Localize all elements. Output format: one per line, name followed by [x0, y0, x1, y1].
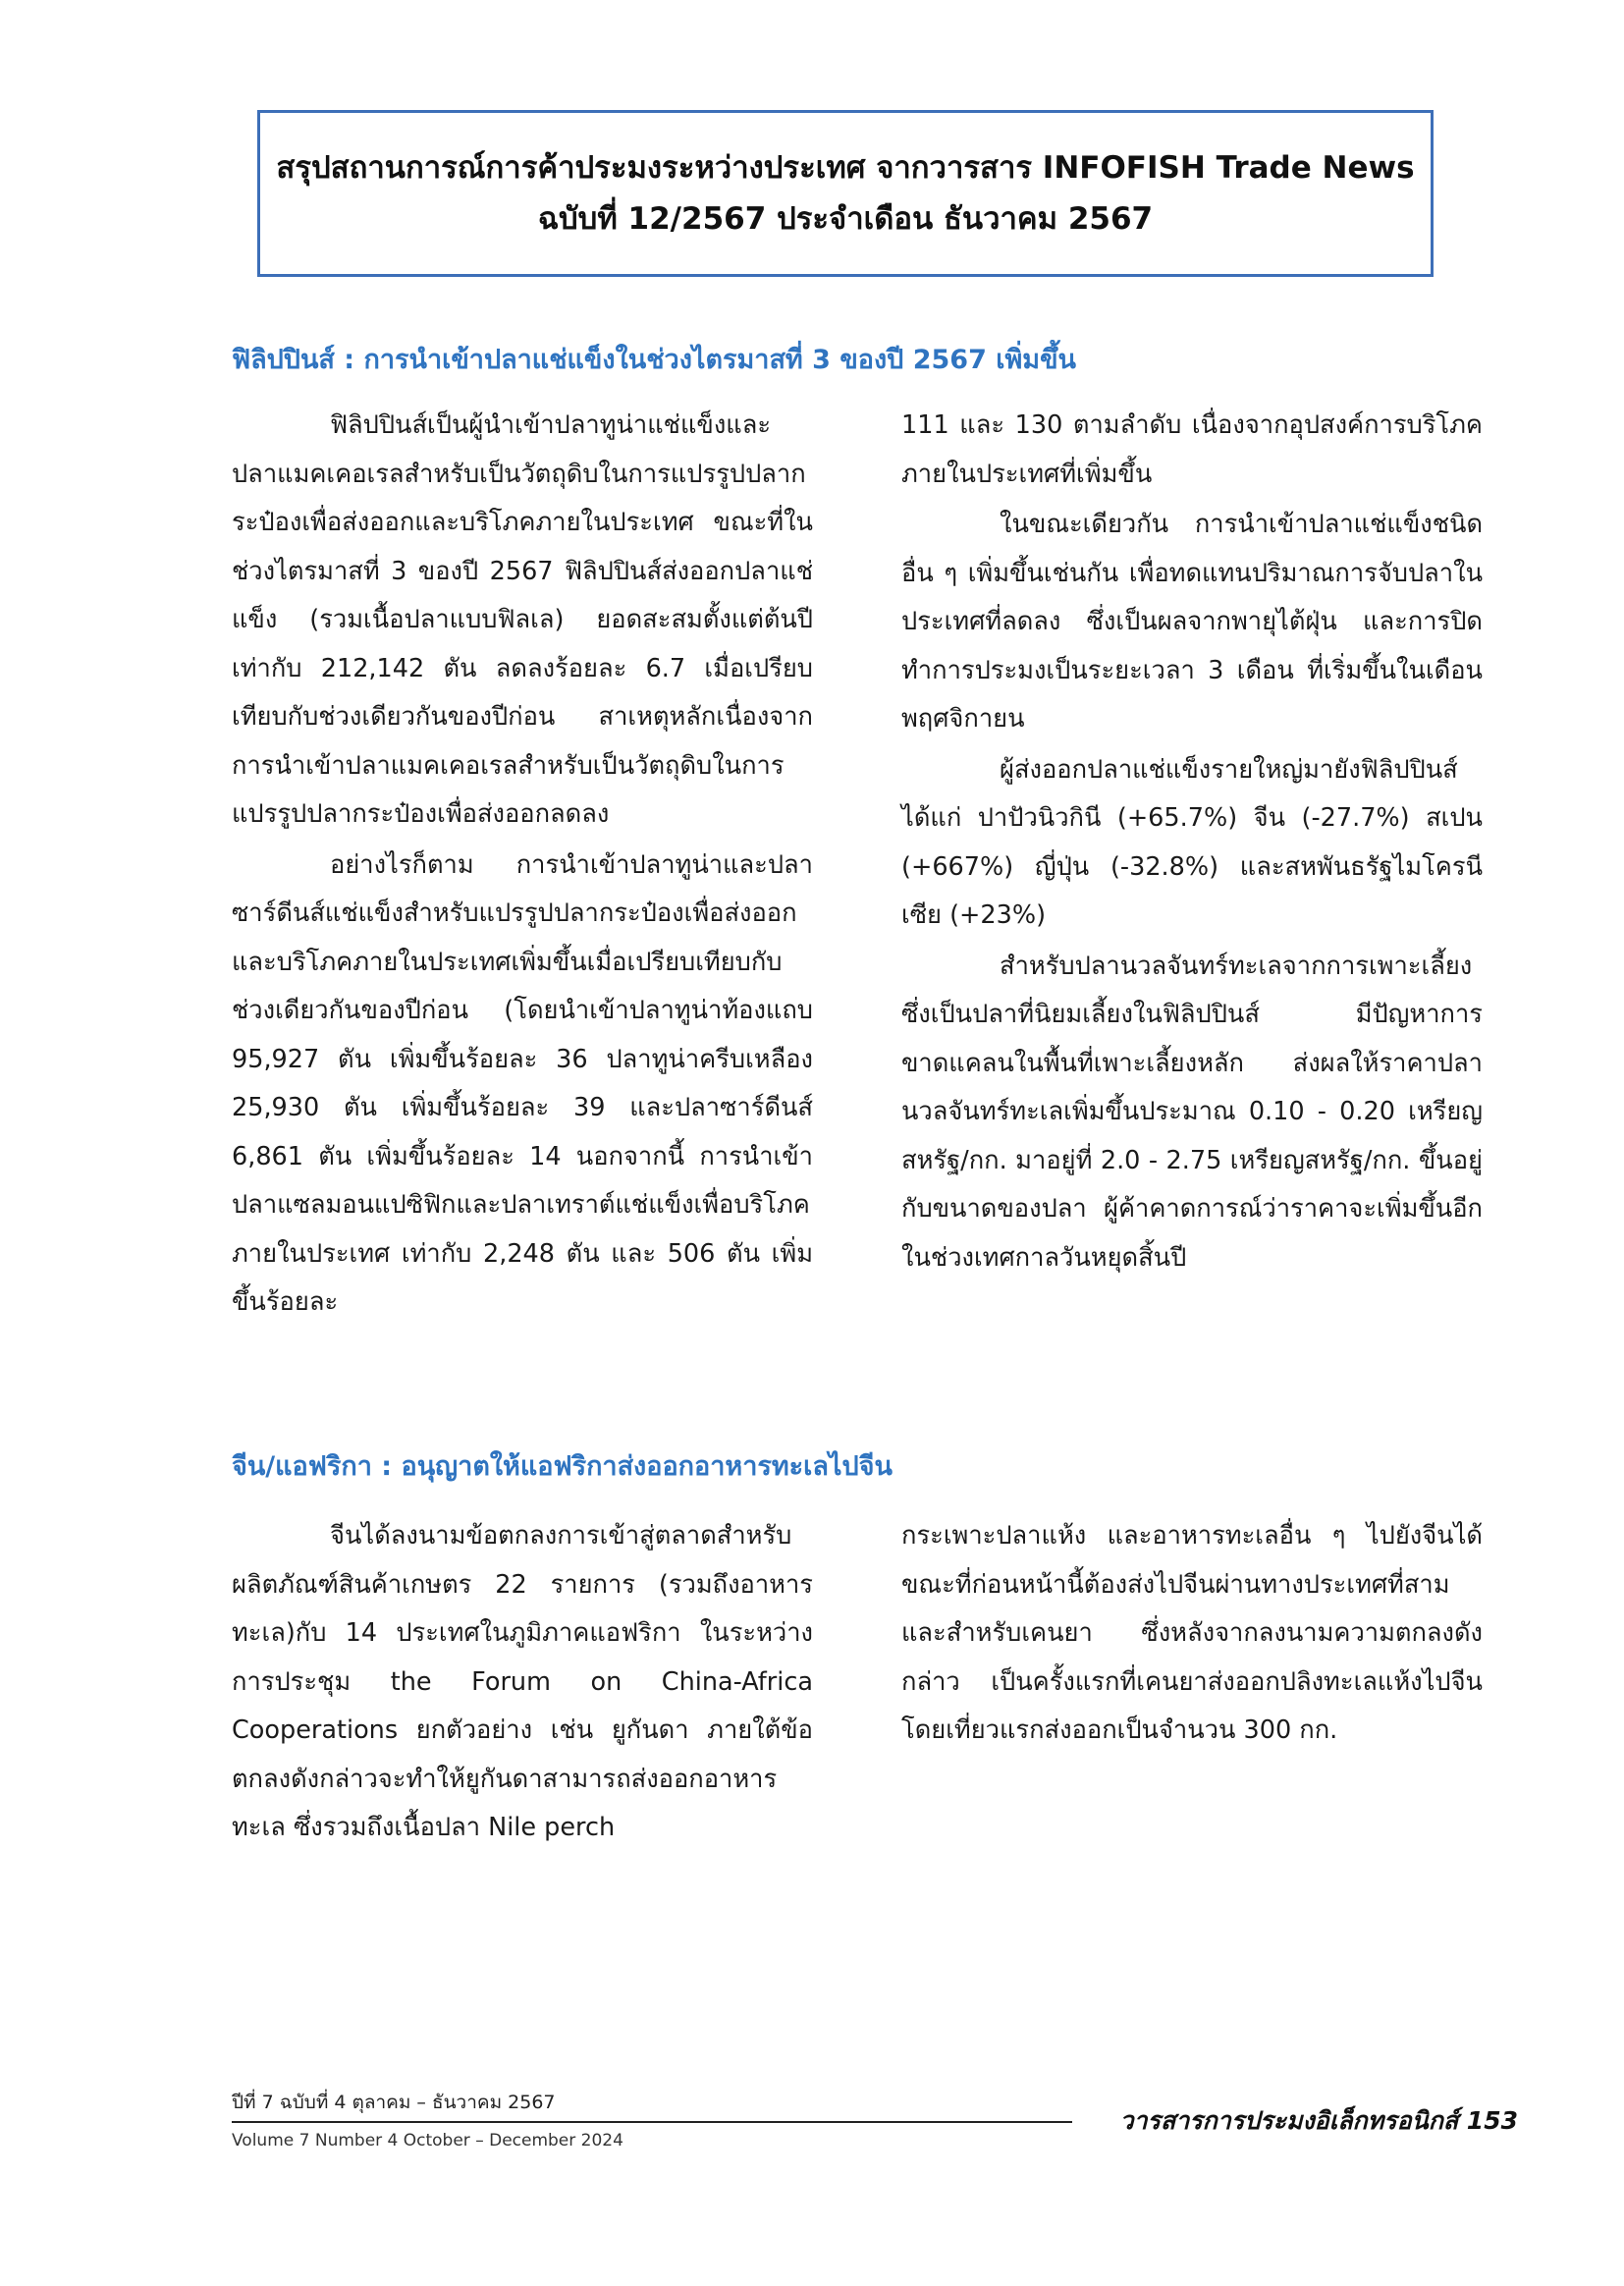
title-line-1: สรุปสถานการณ์การค้าประมงระหว่างประเทศ จากวารสาร INFOFISH Trade News — [276, 150, 1415, 186]
paragraph: สำหรับปลานวลจันทร์ทะเลจากการเพาะเลี้ยง ซึ่งเป็นปลาที่นิยมเลี้ยงในฟิลิปปินส์ มีปัญหาการขาดแคลนในพื้นที่เพาะเลี้ยงหลัก ส่งผลให้ราคาปลานวลจันทร์ทะเลเพิ่มขึ้นประมาณ 0.10 - 0.20 เหรียญสหรัฐ/กก. มาอยู่ที่ 2.0 - 2.75 เหรียญสหรัฐ/กก. ขึ้นอยู่กับขนาดของปลา ผู้ค้าคาดการณ์ว่าราคาจะเพิ่มขึ้นอีกในช่วงเทศกาลวันหยุดสิ้นปี — [901, 951, 1483, 1273]
section2-right-column — [901, 1512, 1483, 1758]
title-line-2: ฉบับที่ 12/2567 ประจำเดือน ธันวาคม 2567 — [537, 201, 1154, 237]
section2-left-column — [232, 1512, 813, 1855]
footer-issue-english: Volume 7 Number 4 October – December 2024 — [232, 2131, 623, 2150]
title-box — [257, 110, 1434, 277]
paragraph: ฟิลิปปินส์เป็นผู้นำเข้าปลาทูน่าแช่แข็งและปลาแมคเคอเรลสำหรับเป็นวัตถุดิบในการแปรรูปปลากระป๋องเพื่อส่งออกและบริโภคภายในประเทศ ขณะที่ในช่วงไตรมาสที่ 3 ของปี 2567 ฟิลิปปินส์ส่งออกปลาแช่แข็ง (รวมเนื้อปลาแบบฟิลเล) ยอดสะสมตั้งแต่ต้นปี เท่ากับ 212,142 ตัน ลดลงร้อยละ 6.7 เมื่อเปรียบเทียบกับช่วงเดียวกันของปีก่อน สาเหตุหลักเนื่องจากการนำเข้าปลาแมคเคอเรลสำหรับเป็นวัตถุดิบในการแปรรูปปลากระป๋องเพื่อส่งออกลดลง — [232, 410, 813, 829]
paragraph: กระเพาะปลาแห้ง และอาหารทะเลอื่น ๆ ไปยังจีนได้ ขณะที่ก่อนหน้านี้ต้องส่งไปจีนผ่านทางประเทศที่สาม และสำหรับเคนยา ซึ่งหลังจากลงนามความตกลงดังกล่าว เป็นครั้งแรกที่เคนยาส่งออกปลิงทะเลแห้งไปจีน โดยเที่ยวแรกส่งออกเป็นจำนวน 300 กก. — [901, 1521, 1483, 1745]
footer-issue-thai: ปีที่ 7 ฉบับที่ 4 ตุลาคม – ธันวาคม 2567 — [232, 2092, 556, 2113]
section-heading-china-africa: จีน/แอฟริกา : อนุญาตให้แอฟริกาส่งออกอาหารทะเลไปจีน — [232, 1451, 893, 1482]
paragraph: อย่างไรก็ตาม การนำเข้าปลาทูน่าและปลาซาร์ดีนส์แช่แข็งสำหรับแปรรูปปลากระป๋องเพื่อส่งออกและบริโภคภายในประเทศเพิ่มขึ้นเมื่อเปรียบเทียบกับช่วงเดียวกันของปีก่อน (โดยนำเข้าปลาทูน่าท้องแถบ 95,927 ตัน เพิ่มขึ้นร้อยละ 36 ปลาทูน่าครีบเหลือง 25,930 ตัน เพิ่มขึ้นร้อยละ 39 และปลาซาร์ดีนส์ 6,861 ตัน เพิ่มขึ้นร้อยละ 14 นอกจากนี้ การนำเข้าปลาแซลมอนแปซิฟิกและปลาเทราต์แช่แข็งเพื่อบริโภคภายในประเทศ เท่ากับ 2,248 ตัน และ 506 ตัน เพิ่มขึ้นร้อยละ — [232, 849, 813, 1317]
paragraph: ผู้ส่งออกปลาแช่แข็งรายใหญ่มายังฟิลิปปินส์ ได้แก่ ปาปัวนิวกินี (+65.7%) จีน (-27.7%) สเปน (+667%) ญี่ปุ่น (-32.8%) และสหพันธรัฐไมโครนีเซีย (+23%) — [901, 754, 1483, 930]
paragraph: 111 และ 130 ตามลำดับ เนื่องจากอุปสงค์การบริโภคภายในประเทศที่เพิ่มขึ้น — [901, 410, 1483, 489]
footer-journal-page: วารสารการประมงอิเล็กทรอนิกส์ 153 — [1119, 2106, 1518, 2135]
paragraph: จีนได้ลงนามข้อตกลงการเข้าสู่ตลาดสำหรับผลิตภัณฑ์สินค้าเกษตร 22 รายการ (รวมถึงอาหารทะเล)กับ 14 ประเทศในภูมิภาคแอฟริกา ในระหว่างการประชุม the Forum on China-Africa Cooperations ยกตัวอย่าง เช่น ยูกันดา ภายใต้ข้อตกลงดังกล่าวจะทำให้ยูกันดาสามารถส่งออกอาหารทะเล ซึ่งรวมถึงเนื้อปลา Nile perch — [232, 1521, 813, 1842]
section1-right-column — [901, 402, 1483, 1284]
paragraph: ในขณะเดียวกัน การนำเข้าปลาแช่แข็งชนิดอื่น ๆ เพิ่มขึ้นเช่นกัน เพื่อทดแทนปริมาณการจับปลาในประเทศที่ลดลง ซึ่งเป็นผลจากพายุไต้ฝุ่น และการปิดทำการประมงเป็นระยะเวลา 3 เดือน ที่เริ่มขึ้นในเดือนพฤศจิกายน — [901, 510, 1483, 734]
section1-left-column — [232, 402, 813, 1330]
section-heading-philippines: ฟิลิปปินส์ : การนำเข้าปลาแช่แข็งในช่วงไตรมาสที่ 3 ของปี 2567 เพิ่มขึ้น — [232, 345, 1076, 375]
footer-divider — [232, 2121, 1072, 2123]
